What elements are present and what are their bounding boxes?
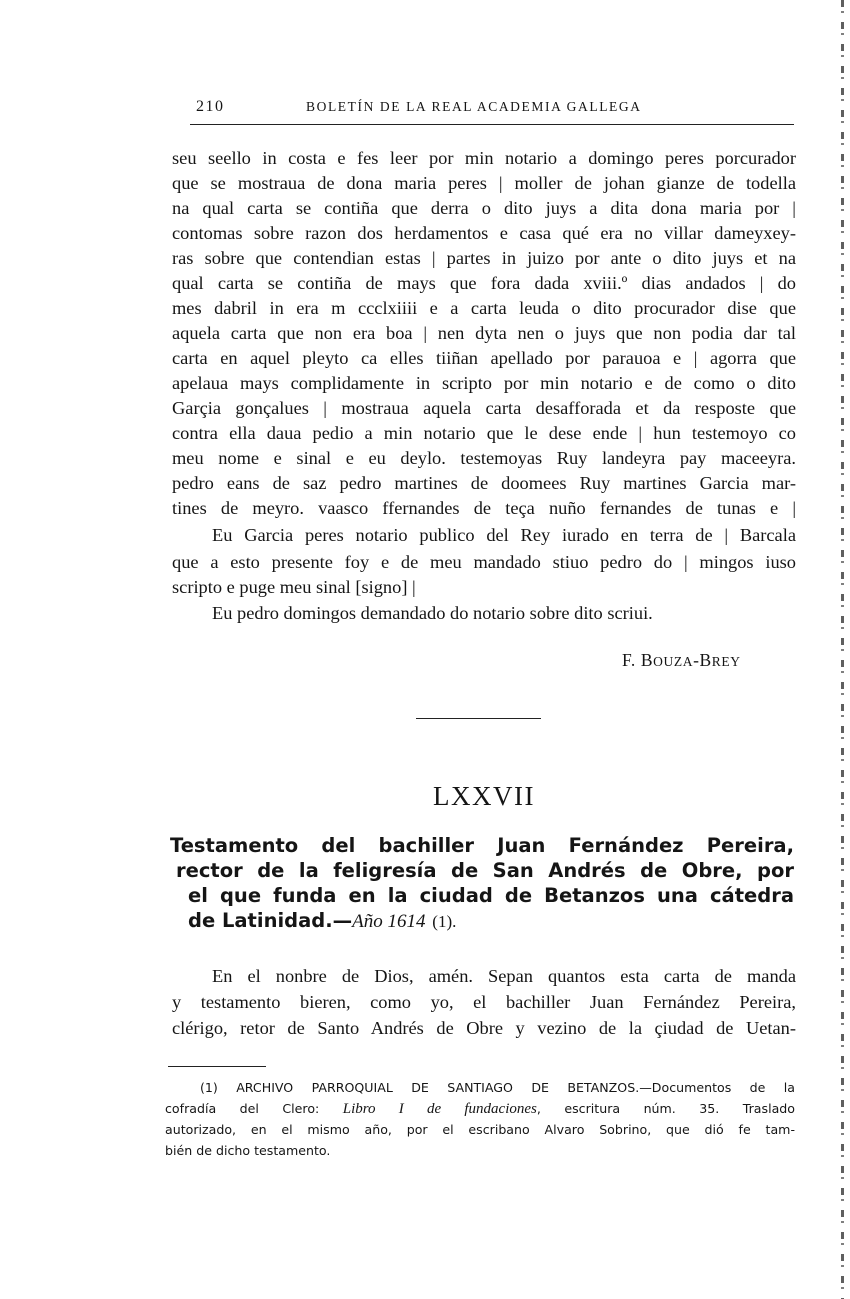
notary-line: scripto e puge meu sinal [signo] | bbox=[172, 577, 416, 597]
signature-smallcaps: REY bbox=[711, 654, 741, 669]
body-line: En el nonbre de Dios, amén. Sepan quantos esta carta de manda bbox=[212, 966, 796, 986]
title-text: de Latinidad.— bbox=[188, 909, 353, 932]
footnote-reference: (1). bbox=[432, 912, 457, 931]
body-line: y testamento bieren, como yo, el bachiller Juan Fernández Pereira, bbox=[172, 992, 796, 1012]
charter-line: seu seello in costa e fes leer por min notario a domingo peres porcurador bbox=[172, 148, 796, 168]
title-line: Testamento del bachiller Juan Fernández Pereira, bbox=[170, 834, 794, 857]
running-header bbox=[190, 98, 794, 122]
page-number: 210 bbox=[196, 98, 225, 115]
footnote-book-title: Libro I de fundaciones bbox=[342, 1101, 537, 1117]
footnote-text: , escritura núm. 35. Traslado bbox=[536, 1101, 796, 1116]
charter-line: ras sobre que contendian estas | partes in juizo por ante o dito juys et na bbox=[172, 248, 796, 268]
charter-line: carta en aquel pleyto ca elles tiiñan apellado por parauoa e | agorra que bbox=[172, 348, 796, 368]
section-numeral: LXXVII bbox=[433, 781, 535, 811]
charter-line: tines de meyro. vaasco ffernandes de teça nuño fernandes de tunas e | bbox=[172, 498, 796, 518]
title-line bbox=[188, 907, 456, 936]
footnote-line: (1) ARCHIVO PARROQUIAL DE SANTIAGO DE BETANZOS.—Documentos de la bbox=[200, 1080, 795, 1095]
author-signature bbox=[622, 650, 741, 671]
charter-line: apelaua mays complidamente in scripto por min notario e de como o dito bbox=[172, 373, 796, 393]
charter-line: que se mostraua de dona maria peres | moller de johan gianze de todella bbox=[172, 173, 796, 193]
signature-initial: F. B bbox=[622, 650, 654, 670]
charter-line: contra ella daua pedio a min notario que le dese ende | hun testemoyo co bbox=[172, 423, 796, 443]
charter-line: aquela carta que non era boa | nen dyta nen o juys que non podia dar tal bbox=[172, 323, 796, 343]
scan-page-edge bbox=[841, 0, 844, 1299]
footnote-rule bbox=[168, 1066, 266, 1067]
signature-smallcaps: OUZA bbox=[653, 654, 694, 669]
notary-line: que a esto presente foy e de meu mandado stiuo pedro do | mingos iuso bbox=[172, 552, 796, 572]
footnote-text: cofradía del Clero: bbox=[165, 1101, 343, 1116]
scribe-line: Eu pedro domingos demandado do notario sobre dito scriui. bbox=[212, 603, 653, 623]
charter-line: meu nome e sinal e eu deylo. testemoyas Ruy landeyra pay maceeyra. bbox=[172, 448, 796, 468]
header-rule bbox=[190, 124, 794, 125]
footnote-line: autorizado, en el mismo año, por el escribano Alvaro Sobrino, que dió fe tam- bbox=[165, 1122, 795, 1137]
signature-initial: -B bbox=[693, 650, 712, 670]
journal-title: BOLETÍN DE LA REAL ACADEMIA GALLEGA bbox=[306, 99, 642, 114]
section-divider bbox=[416, 718, 541, 719]
title-line: rector de la feligresía de San Andrés de Obre, por bbox=[176, 859, 794, 882]
charter-line: contomas sobre razon dos herdamentos e casa qué era no villar dameyxey- bbox=[172, 223, 796, 243]
body-line: clérigo, retor de Santo Andrés de Obre y vezino de la çiudad de Uetan- bbox=[172, 1018, 796, 1038]
charter-line: pedro eans de saz pedro martines de doomees Ruy martines Garcia mar- bbox=[172, 473, 796, 493]
charter-line: na qual carta se contiña que derra o dito juys a dita dona maria por | bbox=[172, 198, 796, 218]
title-date: Año 1614 bbox=[352, 911, 426, 932]
title-line: el que funda en la ciudad de Betanzos una cátedra bbox=[188, 884, 794, 907]
footnote-line: bién de dicho testamento. bbox=[165, 1143, 331, 1158]
footnote-line bbox=[165, 1099, 795, 1119]
charter-line: Garçia gonçalues | mostraua aquela carta desafforada et da resposte que bbox=[172, 398, 796, 418]
notary-line: Eu Garcia peres notario publico del Rey iurado en terra de | Barcala bbox=[212, 525, 796, 545]
charter-line: mes dabril in era m ccclxiiii e a carta leuda o dito procurador dise que bbox=[172, 298, 796, 318]
charter-line: qual carta se contiña de mays que fora dada xviii.º dias andados | do bbox=[172, 273, 796, 293]
